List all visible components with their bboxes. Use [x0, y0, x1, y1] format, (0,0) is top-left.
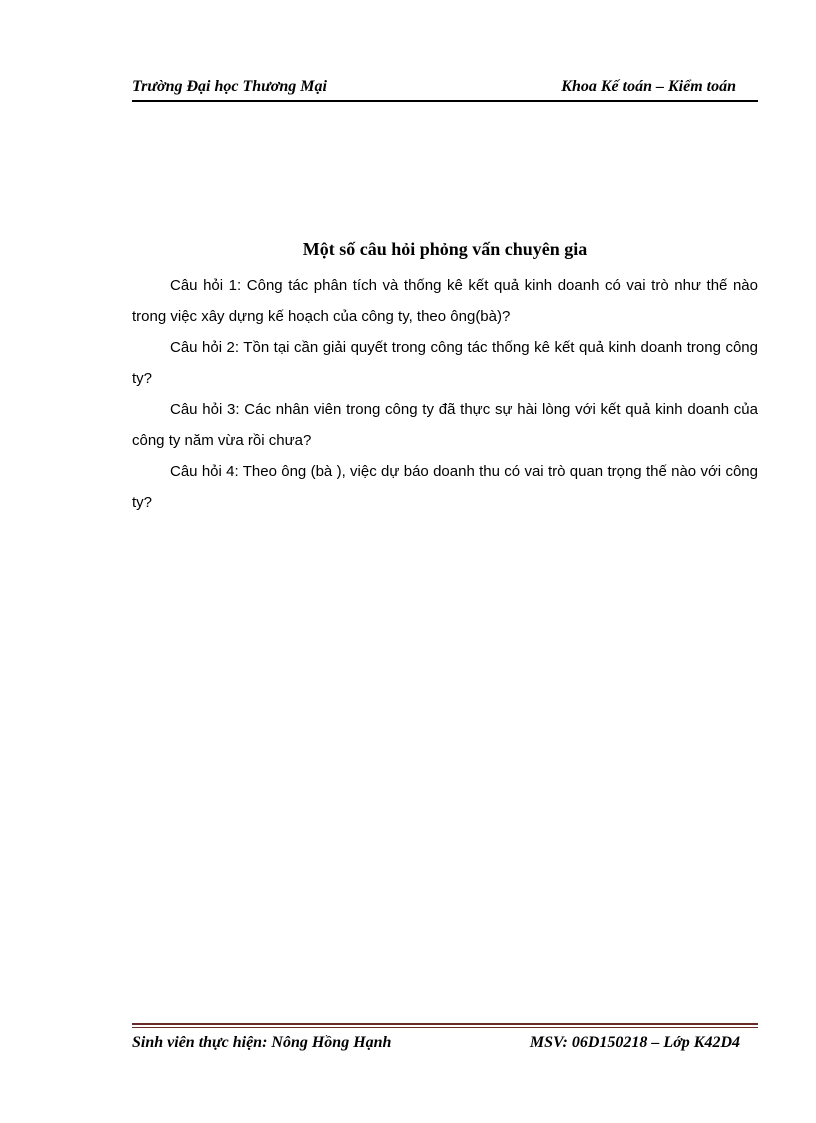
question-list	[132, 270, 758, 518]
page-title: Một số câu hỏi phỏng vấn chuyên gia	[302, 239, 588, 259]
question-2: Câu hỏi 2: Tồn tại cần giải quyết trong công tác thống kê kết quả kinh doanh trong công ty?	[132, 339, 758, 387]
page-header	[132, 76, 758, 102]
header-faculty: Khoa Kế toán – Kiểm toán	[561, 78, 736, 95]
page-footer	[132, 1034, 758, 1056]
question-4: Câu hỏi 4: Theo ông (bà ), việc dự báo doanh thu có vai trò quan trọng thế nào với công ty?	[132, 463, 758, 511]
question-3: Câu hỏi 3: Các nhân viên trong công ty đã thực sự hài lòng với kết quả kinh doanh của công ty năm vừa rồi chưa?	[132, 401, 758, 449]
footer-divider	[132, 1023, 758, 1028]
footer-student-id: MSV: 06D150218 – Lớp K42D4	[529, 1034, 740, 1051]
footer-student: Sinh viên thực hiện: Nông Hồng Hạnh	[132, 1034, 392, 1051]
question-1: Câu hỏi 1: Công tác phân tích và thống kê kết quả kinh doanh có vai trò như thế nào trong việc xây dựng kế hoạch của công ty, theo ông(bà)?	[132, 277, 758, 325]
header-university: Trường Đại học Thương Mại	[132, 78, 327, 95]
